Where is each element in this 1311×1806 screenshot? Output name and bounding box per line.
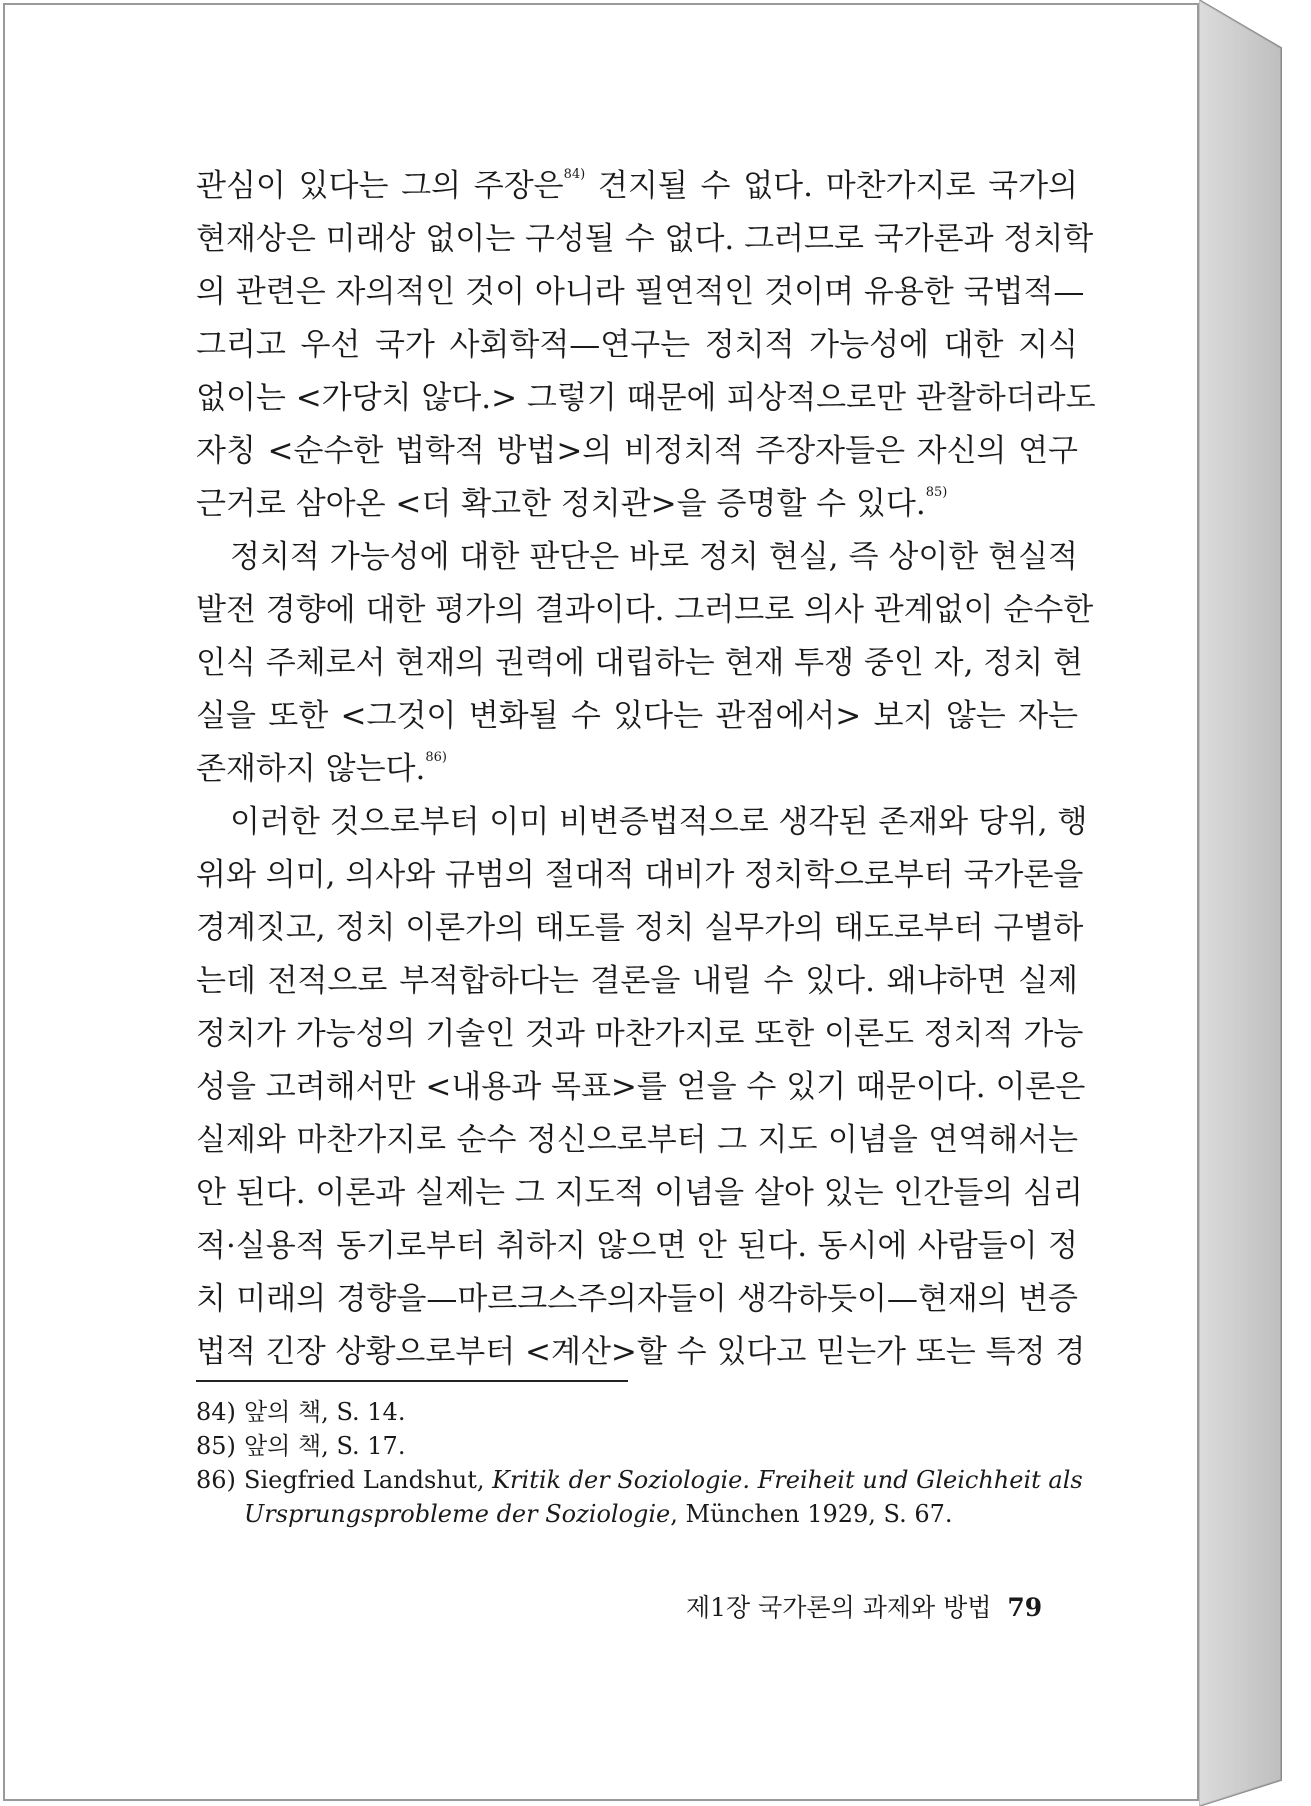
footnote-text: 앞의 책, S. 14.: [244, 1398, 406, 1426]
text-line: [196, 796, 1088, 849]
footnote-number: 86): [196, 1466, 236, 1494]
book-edge-gradient: [1199, 0, 1281, 1806]
text-line-content: 현재상은 미래상 없이는 구성될 수 없다. 그러므로 국가론과 정치학: [196, 221, 1094, 257]
book-edge-shading: [1199, 0, 1311, 1806]
running-footer: [686, 1588, 1046, 1624]
text-line-content: 안 된다. 이론과 실제는 그 지도적 이념을 살아 있는 인간들의 심리: [196, 1175, 1083, 1211]
text-line: [196, 1326, 1086, 1379]
footnote-text: [244, 1463, 1096, 1531]
footnote-reference: 86): [425, 750, 447, 765]
footnote-86: [196, 1463, 1096, 1531]
text-line: [196, 160, 1078, 213]
text-line-content: 적·실용적 동기로부터 취하지 않으면 안 된다. 동시에 사람들이 정: [196, 1228, 1078, 1264]
text-line: [196, 531, 1078, 584]
text-line: [196, 478, 1078, 531]
text-line-content: 치 미래의 경향을—마르크스주의자들이 생각하듯이—현재의 변증: [196, 1281, 1078, 1317]
text-line: [196, 319, 1078, 372]
text-line: [196, 955, 1078, 1008]
text-line: [196, 1061, 1086, 1114]
text-line: [196, 690, 1078, 743]
footnote-divider: [196, 1380, 628, 1382]
text-line: [196, 372, 1096, 425]
text-line: [196, 425, 1078, 478]
footnote-text: 앞의 책, S. 17.: [244, 1432, 406, 1460]
text-line: [196, 213, 1094, 266]
text-line-content: 관심이 있다는 그의 주장은: [196, 168, 564, 204]
text-line: [196, 849, 1084, 902]
text-line-continuation: 견지될 수 없다. 마찬가지로 국가의: [585, 168, 1078, 204]
text-line-content: 성을 고려해서만 <내용과 목표>를 얻을 수 있기 때문이다. 이론은: [196, 1069, 1086, 1105]
text-line-content: 없이는 <가당치 않다.> 그렇기 때문에 피상적으로만 관찰하더라도: [196, 380, 1096, 416]
footnote-publication: , München 1929, S. 67.: [670, 1500, 953, 1528]
footnote-number: 85): [196, 1432, 236, 1460]
text-line-content: 그리고 우선 국가 사회학적—연구는 정치적 가능성에 대한 지식: [196, 327, 1078, 363]
footnote-title-part-1: Kritik der Soziologie. Freiheit und Gleichheit als: [492, 1466, 1083, 1494]
text-line-content: 자칭 <순수한 법학적 방법>의 비정치적 주장자들은 자신의 연구: [196, 433, 1078, 469]
text-line: [196, 1220, 1078, 1273]
page-number: 79: [1007, 1593, 1043, 1622]
footnote-84: [196, 1395, 1096, 1429]
text-line-content: 정치가 가능성의 기술인 것과 마찬가지로 또한 이론도 정치적 가능: [196, 1016, 1084, 1052]
footnote-title-part-2: Ursprungsprobleme der Soziologie: [244, 1500, 671, 1528]
text-line-content: 이러한 것으로부터 이미 비변증법적으로 생각된 존재와 당위, 행: [230, 804, 1088, 840]
text-line-content: 근거로 삼아온 <더 확고한 정치관>을 증명할 수 있다.: [196, 486, 926, 522]
footnote-85: [196, 1429, 1096, 1463]
text-line-content: 실을 또한 <그것이 변화될 수 있다는 관점에서> 보지 않는 자는: [196, 698, 1078, 734]
text-line: [196, 584, 1094, 637]
text-line-content: 위와 의미, 의사와 규범의 절대적 대비가 정치학으로부터 국가론을: [196, 857, 1084, 893]
text-line: [196, 1008, 1084, 1061]
text-line-content: 인식 주체로서 현재의 권력에 대립하는 현재 투쟁 중인 자, 정치 현: [196, 645, 1083, 681]
text-line: [196, 1167, 1083, 1220]
text-line-content: 경계짓고, 정치 이론가의 태도를 정치 실무가의 태도로부터 구별하: [196, 910, 1084, 946]
text-line-content: 의 관련은 자의적인 것이 아니라 필연적인 것이며 유용한 국법적—: [196, 274, 1085, 310]
body-text: [196, 160, 1096, 1379]
footnote-number: 84): [196, 1398, 236, 1426]
chapter-title: 제1장 국가론의 과제와 방법: [686, 1593, 992, 1622]
text-line-content: 법적 긴장 상황으로부터 <계산>할 수 있다고 믿는가 또는 특정 경: [196, 1334, 1086, 1370]
text-line-content: 존재하지 않는다.: [196, 751, 426, 787]
text-line-content: 정치적 가능성에 대한 판단은 바로 정치 현실, 즉 상이한 현실적: [230, 539, 1078, 575]
footnote-reference: 84): [563, 167, 586, 182]
text-line: [196, 1114, 1078, 1167]
footnote-author: Siegfried Landshut,: [244, 1466, 493, 1494]
text-line-content: 는데 전적으로 부적합하다는 결론을 내릴 수 있다. 왜냐하면 실제: [196, 963, 1078, 999]
text-line: [196, 743, 1078, 796]
text-line: [196, 902, 1084, 955]
footnotes: [196, 1395, 1096, 1531]
text-line-content: 발전 경향에 대한 평가의 결과이다. 그러므로 의사 관계없이 순수한: [196, 592, 1094, 628]
text-line: [196, 266, 1085, 319]
footnote-reference: 85): [925, 485, 948, 500]
text-line: [196, 637, 1083, 690]
text-line-content: 실제와 마찬가지로 순수 정신으로부터 그 지도 이념을 연역해서는: [196, 1122, 1078, 1158]
text-line: [196, 1273, 1078, 1326]
